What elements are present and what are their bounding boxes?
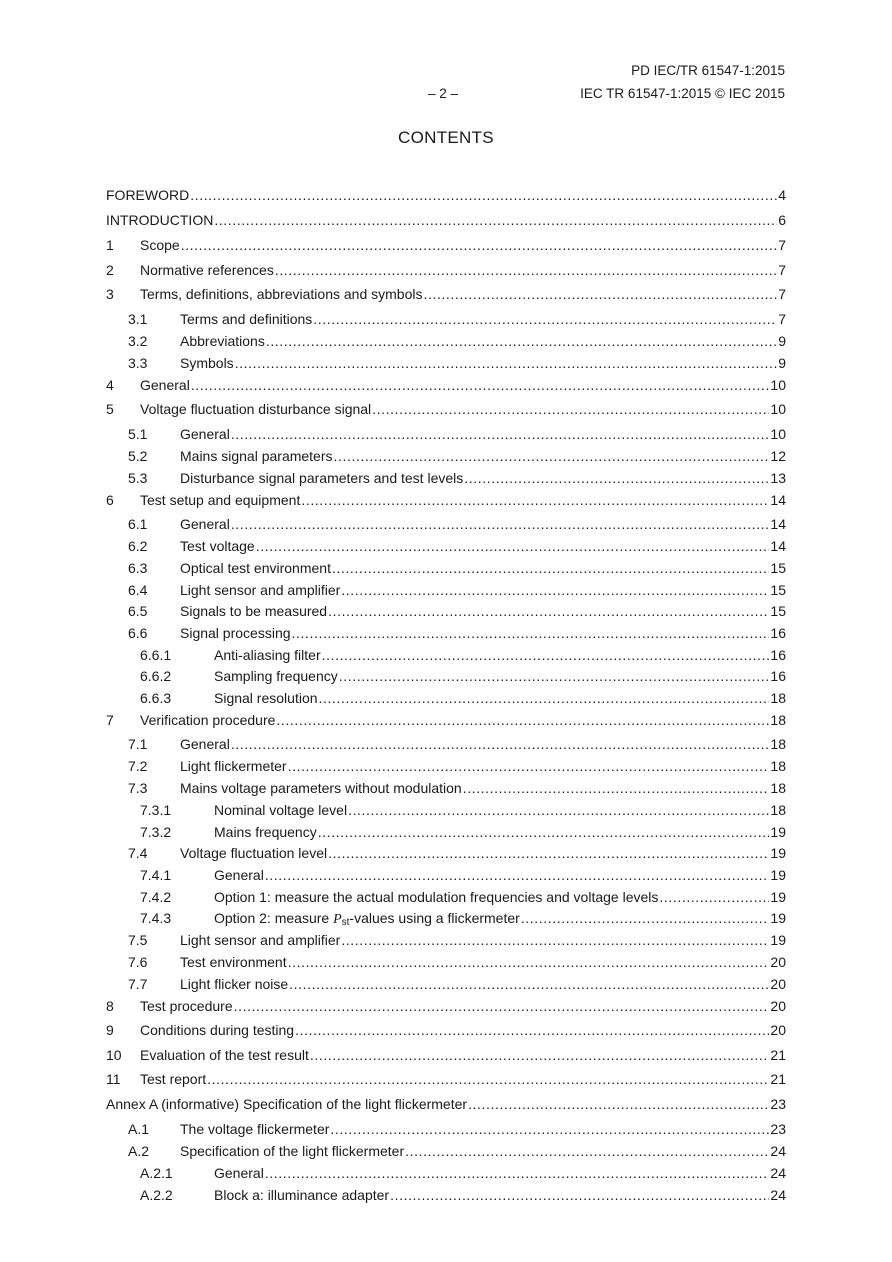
- toc-entry-number: 3.2: [128, 333, 148, 349]
- toc-dot-leader: [275, 261, 777, 279]
- toc-entry-title: Block a: illuminance adapter: [214, 1187, 390, 1203]
- toc-entry-title: Disturbance signal parameters and test levels: [180, 470, 464, 486]
- toc-entry[interactable]: [106, 1095, 786, 1113]
- toc-dot-leader: [521, 909, 770, 927]
- toc-entry-title: General: [180, 516, 230, 532]
- toc-entry-page: 7: [778, 262, 786, 278]
- toc-entry[interactable]: [106, 909, 786, 927]
- toc-entry-page: 18: [770, 802, 786, 818]
- toc-entry-page: 21: [770, 1071, 786, 1087]
- toc-dot-leader: [289, 975, 769, 993]
- toc-entry-title: General: [180, 736, 230, 752]
- toc-entry-page: 21: [770, 1047, 786, 1063]
- toc-dot-leader: [322, 646, 770, 664]
- toc-entry-number: 5: [106, 401, 114, 417]
- toc-entry-title: Test report: [140, 1071, 207, 1087]
- toc-entry-page: 14: [770, 516, 786, 532]
- toc-entry-number: 6.4: [128, 582, 148, 598]
- toc-entry-number: 6.6: [128, 625, 148, 641]
- toc-entry-title: Abbreviations: [180, 333, 265, 349]
- toc-entry-number: 7.4.3: [140, 910, 172, 926]
- toc-entry-title: Annex A (informative) Specification of the light flickermeter: [106, 1096, 468, 1112]
- toc-entry-number: 6.6.3: [140, 690, 172, 706]
- toc-entry[interactable]: [106, 866, 786, 884]
- toc-dot-leader: [330, 1120, 769, 1138]
- toc-entry-page: 23: [770, 1121, 786, 1137]
- toc-entry-title: Conditions during testing: [140, 1022, 295, 1038]
- toc-entry-title: Scope: [140, 237, 180, 253]
- toc-entry[interactable]: [106, 757, 786, 775]
- toc-entry-title: Verification procedure: [140, 712, 276, 728]
- toc-entry-number: 7.7: [128, 976, 148, 992]
- toc-entry-number: 5.2: [128, 448, 148, 464]
- toc-dot-leader: [181, 236, 778, 254]
- toc-entry-page: 24: [770, 1187, 786, 1203]
- toc-dot-leader: [341, 581, 769, 599]
- toc-entry[interactable]: [106, 689, 786, 707]
- toc-entry-number: 3.1: [128, 311, 148, 327]
- toc-entry[interactable]: [106, 469, 786, 487]
- toc-entry-title: General: [214, 1165, 264, 1181]
- toc-entry-title: Signal resolution: [214, 690, 318, 706]
- toc-entry[interactable]: [106, 953, 786, 971]
- toc-entry-title: Mains frequency: [214, 824, 317, 840]
- toc-dot-leader: [288, 757, 770, 775]
- toc-entry-page: 7: [778, 237, 786, 253]
- toc-entry-number: 7: [106, 712, 114, 728]
- toc-entry-number: 9: [106, 1022, 114, 1038]
- toc-entry-page: 16: [770, 625, 786, 641]
- toc-entry[interactable]: [106, 997, 786, 1015]
- toc-entry-page: 15: [770, 582, 786, 598]
- toc-entry-page: 18: [770, 780, 786, 796]
- toc-entry-number: 6.6.1: [140, 647, 172, 663]
- toc-entry-number: 7.2: [128, 758, 148, 774]
- toc-entry-number: 7.1: [128, 736, 148, 752]
- toc-entry-number: 5.1: [128, 426, 148, 442]
- toc-entry-number: 1: [106, 237, 114, 253]
- toc-dot-leader: [318, 823, 770, 841]
- toc-dot-leader: [334, 447, 770, 465]
- toc-entry-page: 14: [770, 492, 786, 508]
- toc-dot-leader: [276, 711, 769, 729]
- toc-entry-title: Mains signal parameters: [180, 448, 333, 464]
- toc-entry-title: Light flicker noise: [180, 976, 289, 992]
- toc-entry-number: 5.3: [128, 470, 148, 486]
- toc-entry-number: 7.4.1: [140, 867, 172, 883]
- toc-entry[interactable]: [106, 186, 786, 204]
- toc-dot-leader: [265, 1164, 770, 1182]
- toc-entry-page: 13: [770, 470, 786, 486]
- toc-entry-number: 2: [106, 262, 114, 278]
- toc-entry-page: 7: [778, 286, 786, 302]
- toc-entry[interactable]: [106, 425, 786, 443]
- toc-entry-page: 18: [770, 736, 786, 752]
- toc-dot-leader: [348, 801, 769, 819]
- toc-entry-page: 18: [770, 758, 786, 774]
- toc-entry-number: 7.5: [128, 932, 148, 948]
- toc-entry-title: Terms, definitions, abbreviations and symbols: [140, 286, 423, 302]
- toc-entry-number: 8: [106, 998, 114, 1014]
- toc-entry-title: The voltage flickermeter: [180, 1121, 330, 1137]
- toc-entry-title: Signals to be measured: [180, 603, 328, 619]
- toc-entry-page: 20: [770, 954, 786, 970]
- toc-entry-page: 19: [770, 845, 786, 861]
- toc-dot-leader: [464, 469, 769, 487]
- toc-dot-leader: [265, 866, 770, 884]
- toc-dot-leader: [463, 779, 770, 797]
- toc-entry-title: General: [180, 426, 230, 442]
- toc-dot-leader: [328, 844, 769, 862]
- toc-entry-title: Nominal voltage level: [214, 802, 348, 818]
- toc-entry[interactable]: [106, 332, 786, 350]
- toc-entry-page: 16: [770, 647, 786, 663]
- toc-dot-leader: [341, 931, 769, 949]
- toc-entry[interactable]: [106, 285, 786, 303]
- toc-entry-page: 16: [770, 668, 786, 684]
- toc-entry[interactable]: [106, 975, 786, 993]
- toc-dot-leader: [191, 376, 770, 394]
- toc-entry[interactable]: [106, 236, 786, 254]
- toc-entry-number: 7.3: [128, 780, 148, 796]
- toc-entry[interactable]: [106, 559, 786, 577]
- toc-dot-leader: [256, 537, 770, 555]
- toc-entry-title: Voltage fluctuation level: [180, 845, 328, 861]
- toc-entry[interactable]: [106, 1070, 786, 1088]
- toc-entry[interactable]: [106, 537, 786, 555]
- toc-dot-leader: [231, 425, 770, 443]
- toc-entry[interactable]: [106, 646, 786, 664]
- toc-entry[interactable]: [106, 711, 786, 729]
- toc-entry-title: Optical test environment: [180, 560, 331, 576]
- toc-entry-title: Light sensor and amplifier: [180, 582, 341, 598]
- toc-dot-leader: [295, 1021, 769, 1039]
- toc-dot-leader: [190, 186, 777, 204]
- toc-entry[interactable]: [106, 211, 786, 229]
- toc-entry[interactable]: [106, 515, 786, 533]
- toc-entry[interactable]: [106, 1186, 786, 1204]
- copyright-line: IEC TR 61547-1:2015 © IEC 2015: [580, 86, 785, 101]
- toc-dot-leader: [301, 491, 769, 509]
- toc-entry-number: 4: [106, 377, 114, 393]
- toc-entry-number: A.2.1: [140, 1165, 173, 1181]
- toc-entry-number: 7.6: [128, 954, 148, 970]
- toc-entry[interactable]: [106, 447, 786, 465]
- toc-dot-leader: [207, 1070, 769, 1088]
- toc-entry-page: 10: [770, 426, 786, 442]
- toc-entry[interactable]: [106, 1120, 786, 1138]
- toc-entry-number: 6: [106, 492, 114, 508]
- toc-entry[interactable]: [106, 931, 786, 949]
- toc-entry-title: Test setup and equipment: [140, 492, 301, 508]
- toc-entry[interactable]: [106, 400, 786, 418]
- toc-entry[interactable]: [106, 735, 786, 753]
- toc-dot-leader: [288, 953, 770, 971]
- toc-dot-leader: [390, 1186, 769, 1204]
- toc-entry-page: 18: [770, 690, 786, 706]
- toc-entry-title: Option 1: measure the actual modulation frequencies and voltage levels: [214, 889, 659, 905]
- toc-entry-page: 9: [778, 355, 786, 371]
- toc-entry-page: 6: [778, 212, 786, 228]
- toc-entry-page: 10: [770, 401, 786, 417]
- toc-dot-leader: [332, 559, 769, 577]
- toc-entry-title: Signal processing: [180, 625, 291, 641]
- document-id: PD IEC/TR 61547-1:2015: [631, 63, 785, 78]
- toc-dot-leader: [468, 1095, 769, 1113]
- toc-entry[interactable]: [106, 823, 786, 841]
- toc-entry-number: 6.1: [128, 516, 148, 532]
- toc-entry-title: Evaluation of the test result: [140, 1047, 309, 1063]
- toc-entry-title: Light flickermeter: [180, 758, 287, 774]
- toc-entry-page: 19: [770, 910, 786, 926]
- toc-dot-leader: [319, 689, 770, 707]
- toc-entry-title: Voltage fluctuation disturbance signal: [140, 401, 372, 417]
- toc-entry-page: 24: [770, 1143, 786, 1159]
- toc-entry-number: 7.3.1: [140, 802, 172, 818]
- toc-entry-page: 19: [770, 889, 786, 905]
- toc-entry-number: 6.6.2: [140, 668, 172, 684]
- toc-dot-leader: [423, 285, 777, 303]
- toc-dot-leader: [266, 332, 777, 350]
- toc-dot-leader: [214, 211, 777, 229]
- toc-entry-number: 6.3: [128, 560, 148, 576]
- toc-entry[interactable]: [106, 1021, 786, 1039]
- toc-dot-leader: [235, 354, 778, 372]
- toc-entry-title: Test environment: [180, 954, 287, 970]
- toc-entry[interactable]: [106, 624, 786, 642]
- toc-entry[interactable]: [106, 888, 786, 906]
- toc-entry[interactable]: [106, 354, 786, 372]
- toc-entry-number: A.1: [128, 1121, 150, 1137]
- toc-entry[interactable]: [106, 1046, 786, 1064]
- toc-entry-page: 20: [770, 998, 786, 1014]
- toc-entry-number: 7.4: [128, 845, 148, 861]
- toc-entry-page: 7: [778, 311, 786, 327]
- toc-entry[interactable]: [106, 801, 786, 819]
- toc-entry-page: 20: [770, 976, 786, 992]
- toc-entry-number: 11: [106, 1071, 121, 1087]
- toc-entry-number: A.2.2: [140, 1187, 173, 1203]
- toc-entry-number: A.2: [128, 1143, 150, 1159]
- toc-entry-number: 7.4.2: [140, 889, 172, 905]
- toc-entry[interactable]: [106, 581, 786, 599]
- toc-entry-page: 4: [778, 187, 786, 203]
- toc-entry-title: Option 2: measure $P_{st}$-values using a flickermeter: [214, 909, 521, 932]
- toc-dot-leader: [310, 1046, 770, 1064]
- toc-entry-title: Specification of the light flickermeter: [180, 1143, 405, 1159]
- toc-entry-number: 6.5: [128, 603, 148, 619]
- toc-dot-leader: [231, 515, 770, 533]
- toc-entry[interactable]: [106, 1164, 786, 1182]
- toc-entry-number: 10: [106, 1047, 122, 1063]
- toc-dot-leader: [372, 400, 769, 418]
- toc-entry-page: 18: [770, 712, 786, 728]
- toc-dot-leader: [328, 602, 769, 620]
- toc-entry-page: 20: [770, 1022, 786, 1038]
- toc-entry-page: 24: [770, 1165, 786, 1181]
- toc-entry-title: FOREWORD: [106, 187, 190, 203]
- toc-entry-page: 19: [770, 932, 786, 948]
- toc-entry-title: Normative references: [140, 262, 274, 278]
- toc-entry[interactable]: [106, 1142, 786, 1160]
- toc-entry-page: 15: [770, 560, 786, 576]
- toc-entry-title: Terms and definitions: [180, 311, 313, 327]
- toc-entry[interactable]: [106, 667, 786, 685]
- toc-dot-leader: [313, 310, 777, 328]
- toc-entry-number: 3: [106, 286, 114, 302]
- toc-dot-leader: [292, 624, 770, 642]
- toc-dot-leader: [339, 667, 770, 685]
- toc-entry-title: Test voltage: [180, 538, 255, 554]
- toc-entry-page: 10: [770, 377, 786, 393]
- toc-entry-title: Symbols: [180, 355, 234, 371]
- toc-entry-page: 9: [778, 333, 786, 349]
- toc-entry-page: 19: [770, 867, 786, 883]
- toc-entry-title: Mains voltage parameters without modulation: [180, 780, 462, 796]
- toc-entry[interactable]: [106, 779, 786, 797]
- toc-entry-page: 14: [770, 538, 786, 554]
- toc-entry-number: 7.3.2: [140, 824, 172, 840]
- toc-entry[interactable]: [106, 602, 786, 620]
- toc-entry-title: Anti-aliasing filter: [214, 647, 321, 663]
- page-title: CONTENTS: [398, 128, 494, 147]
- toc-entry-page: 12: [770, 448, 786, 464]
- toc-entry-title: Sampling frequency: [214, 668, 338, 684]
- toc-entry-page: 15: [770, 603, 786, 619]
- toc-entry[interactable]: [106, 376, 786, 394]
- toc-entry[interactable]: [106, 310, 786, 328]
- page-number: – 2 –: [428, 86, 459, 101]
- toc-entry-title: Light sensor and amplifier: [180, 932, 341, 948]
- toc-entry[interactable]: [106, 261, 786, 279]
- toc-entry-number: 3.3: [128, 355, 148, 371]
- toc-dot-leader: [231, 735, 770, 753]
- toc-entry-title: INTRODUCTION: [106, 212, 214, 228]
- toc-entry-page: 19: [770, 824, 786, 840]
- toc-entry-title: General: [140, 377, 190, 393]
- toc-dot-leader: [659, 888, 769, 906]
- toc-entry[interactable]: [106, 491, 786, 509]
- toc-entry-page: 23: [770, 1096, 786, 1112]
- toc-dot-leader: [234, 997, 770, 1015]
- toc-dot-leader: [405, 1142, 769, 1160]
- toc-entry-number: 6.2: [128, 538, 148, 554]
- toc-entry[interactable]: [106, 844, 786, 862]
- toc-entry-title: General: [214, 867, 264, 883]
- toc-entry-title: Test procedure: [140, 998, 233, 1014]
